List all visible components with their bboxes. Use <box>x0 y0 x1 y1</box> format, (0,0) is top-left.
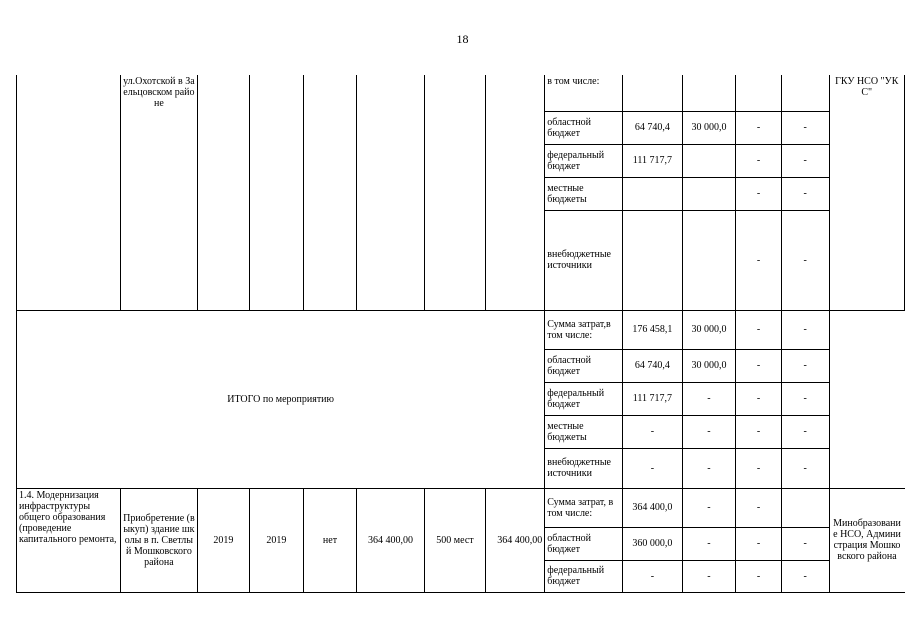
funding-value: 111 717,7 <box>623 144 683 177</box>
funding-value: - <box>623 448 683 488</box>
funding-value: - <box>781 448 829 488</box>
funding-value: - <box>736 448 782 488</box>
funding-value: - <box>682 560 736 592</box>
funding-value: - <box>736 177 782 210</box>
funding-value: 360 000,0 <box>623 527 683 560</box>
year-start: 2019 <box>198 488 250 592</box>
funding-value: - <box>736 144 782 177</box>
funding-value: - <box>682 448 736 488</box>
funding-value: 364 400,0 <box>623 488 683 527</box>
funding-value <box>682 210 736 310</box>
funding-value <box>682 177 736 210</box>
funding-value: 30 000,0 <box>682 111 736 144</box>
funding-label: в том числе: <box>545 75 623 111</box>
funding-label: областной бюджет <box>545 527 623 560</box>
funding-value: - <box>781 382 829 415</box>
funding-value <box>623 75 683 111</box>
funding-value <box>623 210 683 310</box>
funding-value: - <box>736 488 782 527</box>
funding-label: внебюджетные источники <box>545 210 623 310</box>
remaining-cost: 364 400,00 <box>485 488 545 592</box>
funding-label: Сумма затрат,в том числе: <box>545 310 623 349</box>
funding-value: - <box>781 210 829 310</box>
funding-value: - <box>736 349 782 382</box>
object-name-cell: Приобретение (выкуп) здание школы в п. Светлый Мошковского района <box>120 488 197 592</box>
funding-value: - <box>736 415 782 448</box>
executor-cell: Минобразование НСО, Администрация Мошковского района <box>829 488 905 592</box>
table-row <box>17 310 905 349</box>
funding-label: федеральный бюджет <box>545 144 623 177</box>
funding-label: Сумма затрат, в том числе: <box>545 488 623 527</box>
measure-cell-empty <box>17 75 121 310</box>
empty-cell <box>304 75 357 310</box>
measure-name: 1.4. Модернизация инфраструктуры общего образования (проведение капитального ремонта, <box>17 488 121 592</box>
year-end: 2019 <box>249 488 304 592</box>
funding-value: 111 717,7 <box>623 382 683 415</box>
funding-label: областной бюджет <box>545 111 623 144</box>
funding-value: - <box>781 111 829 144</box>
funding-label: внебюджетные источники <box>545 448 623 488</box>
executor-cell: ГКУ НСО "УКС" <box>829 75 905 310</box>
executor-cell-empty <box>829 310 905 488</box>
funding-value: - <box>781 527 829 560</box>
funding-value <box>781 75 829 111</box>
funding-value: 64 740,4 <box>623 111 683 144</box>
funding-label: местные бюджеты <box>545 415 623 448</box>
funding-value: - <box>682 527 736 560</box>
empty-cell <box>425 75 486 310</box>
funding-value <box>781 488 829 527</box>
object-name-cell: ул.Охотской в Заельцовском районе <box>120 75 197 310</box>
funding-value: - <box>736 382 782 415</box>
empty-cell <box>249 75 304 310</box>
funding-value: - <box>781 415 829 448</box>
funding-value: 30 000,0 <box>682 310 736 349</box>
table-row <box>17 75 905 111</box>
estimated-cost: 364 400,00 <box>356 488 424 592</box>
funding-value: - <box>781 310 829 349</box>
empty-cell <box>485 75 545 310</box>
funding-value: - <box>682 488 736 527</box>
funding-value: - <box>781 177 829 210</box>
funding-value: - <box>781 144 829 177</box>
funding-value: - <box>736 111 782 144</box>
page-number: 18 <box>456 32 469 46</box>
funding-value: - <box>781 560 829 592</box>
funding-label: федеральный бюджет <box>545 560 623 592</box>
funding-value: - <box>682 415 736 448</box>
capacity: 500 мест <box>425 488 486 592</box>
funding-value: - <box>736 560 782 592</box>
funding-value: - <box>736 310 782 349</box>
funding-label: местные бюджеты <box>545 177 623 210</box>
funding-value <box>736 75 782 111</box>
empty-cell <box>356 75 424 310</box>
psd-status: нет <box>304 488 357 592</box>
funding-value: - <box>736 210 782 310</box>
funding-label: областной бюджет <box>545 349 623 382</box>
funding-value: 30 000,0 <box>682 349 736 382</box>
funding-value: - <box>623 560 683 592</box>
funding-label: федеральный бюджет <box>545 382 623 415</box>
funding-table <box>16 75 905 593</box>
funding-value: - <box>623 415 683 448</box>
funding-value: - <box>682 382 736 415</box>
funding-value <box>682 144 736 177</box>
table-row <box>17 488 905 527</box>
funding-value: - <box>736 527 782 560</box>
funding-value: 176 458,1 <box>623 310 683 349</box>
funding-value: - <box>781 349 829 382</box>
total-title: ИТОГО по мероприятию <box>17 310 545 488</box>
funding-value <box>682 75 736 111</box>
empty-cell <box>198 75 250 310</box>
funding-value: 64 740,4 <box>623 349 683 382</box>
funding-value <box>623 177 683 210</box>
